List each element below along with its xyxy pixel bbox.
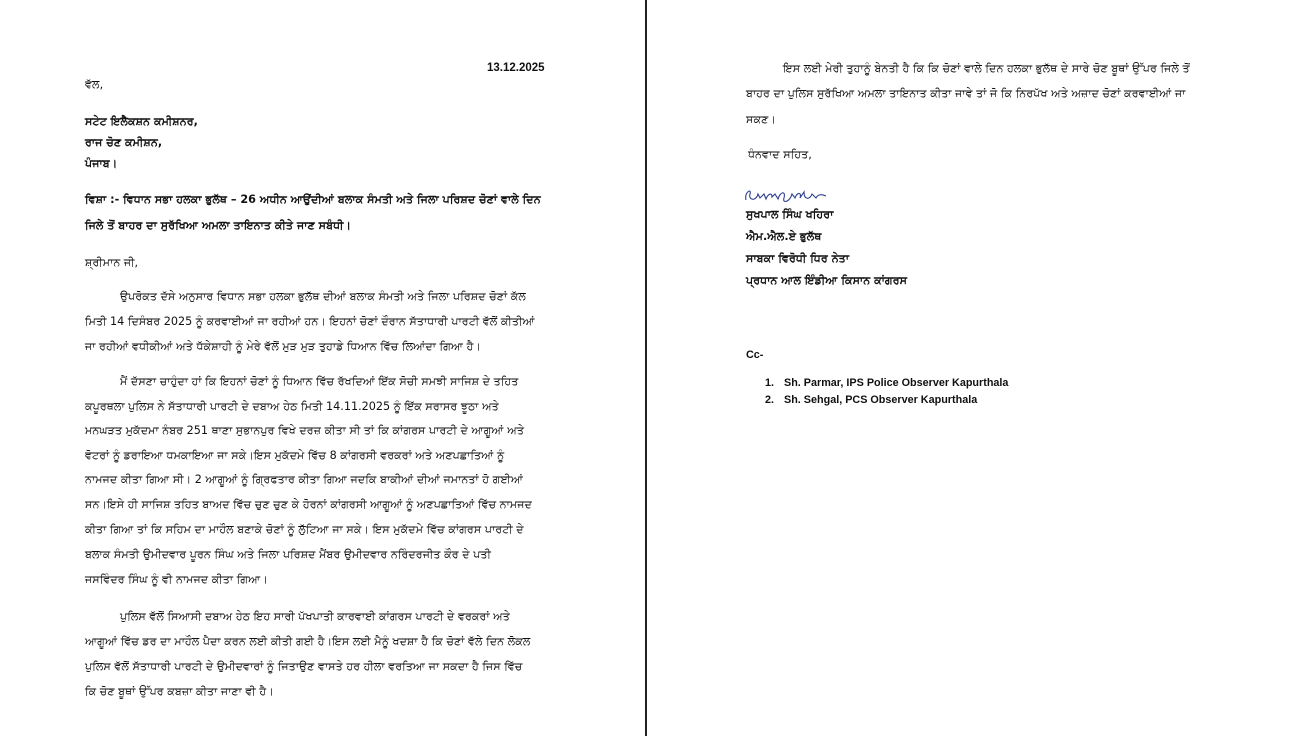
subject-line-1: ਵਿਸ਼ਾ :- ਵਿਧਾਨ ਸਭਾ ਹਲਕਾ ਭੁਲੱਥ – 26 ਅਧੀਨ ਆਉਂਦੀਆਂ ਬਲਾਕ ਸੰਮਤੀ ਅਤੇ ਜਿਲਾ ਪਰਿਸ਼ਦ ਚੋਣਾਂ ਵਾਲੇ ਦਿਨ xyxy=(85,193,541,206)
cc-label: Cc- xyxy=(746,349,764,361)
para3-line-1: ਪੁਲਿਸ ਵੱਲੋਂ ਸਿਆਸੀ ਦਬਾਅ ਹੇਠ ਇਹ ਸਾਰੀ ਪੱਖਪਾਤੀ ਕਾਰਵਾਈ ਕਾਂਗਰਸ ਪਾਰਟੀ ਦੇ ਵਰਕਰਾਂ ਅਤੇ xyxy=(120,610,510,623)
signature-image xyxy=(742,182,832,206)
para1-line-2: ਮਿਤੀ 14 ਦਿਸੰਬਰ 2025 ਨੂੰ ਕਰਵਾਈਆਂ ਜਾ ਰਹੀਆਂ ਹਨ। ਇਹਨਾਂ ਚੋਣਾਂ ਦੌਰਾਨ ਸੱਤਾਧਾਰੀ ਪਾਰਟੀ ਵੱਲੋਂ ਕੀਤੀਆਂ xyxy=(85,315,535,328)
para2-line-7: ਕੀਤਾ ਗਿਆ ਤਾਂ ਕਿ ਸਹਿਮ ਦਾ ਮਾਹੌਲ ਬਣਾਕੇ ਚੋਣਾਂ ਨੂੰ ਲੁੱਟਿਆ ਜਾ ਸਕੇ। ਇਸ ਮੁਕੱਦਮੇ ਵਿੱਚ ਕਾਂਗਰਸ ਪਾਰਟੀ ਦੇ xyxy=(85,523,524,536)
request-line-1: ਇਸ ਲਈ ਮੇਰੀ ਤੁਹਾਨੂੰ ਬੇਨਤੀ ਹੈ ਕਿ ਕਿ ਚੋਣਾਂ ਵਾਲੇ ਦਿਨ ਹਲਕਾ ਭੁਲੱਥ ਦੇ ਸਾਰੇ ਚੋਣ ਬੂਥਾਂ ਉੱਪਰ ਜਿਲੇ ਤੋਂ xyxy=(783,62,1190,75)
letter-to: ਵੱਲ, xyxy=(85,78,104,91)
signatory-title-2: ਸਾਬਕਾ ਵਿਰੋਧੀ ਧਿਰ ਨੇਤਾ xyxy=(746,252,850,265)
para2-line-3: ਮਨਘੜਤ ਮੁਕੱਦਮਾ ਨੰਬਰ 251 ਥਾਣਾ ਸੁਭਾਨਪੁਰ ਵਿਖੇ ਦਰਜ਼ ਕੀਤਾ ਸੀ ਤਾਂ ਕਿ ਕਾਂਗਰਸ ਪਾਰਟੀ ਦੇ ਆਗੂਆਂ ਅਤੇ xyxy=(85,424,524,437)
subject-line-2: ਜਿਲੇ ਤੋਂ ਬਾਹਰ ਦਾ ਸੁਰੱਖਿਆ ਅਮਲਾ ਤਾਇਨਾਤ ਕੀਤੇ ਜਾਣ ਸਬੰਧੀ। xyxy=(85,219,352,232)
cc-item-2-text: Sh. Sehgal, PCS Observer Kapurthala xyxy=(784,394,978,406)
recipient-line-2: ਰਾਜ ਚੋਣ ਕਮੀਸ਼ਨ, xyxy=(85,136,163,149)
para2-line-4: ਵੋਟਰਾਂ ਨੂੰ ਡਰਾਇਆ ਧਮਕਾਇਆ ਜਾ ਸਕੇ।ਇਸ ਮੁਕੱਦਮੇ ਵਿੱਚ 8 ਕਾਂਗਰਸੀ ਵਰਕਰਾਂ ਅਤੇ ਅਣਪਛਾਤਿਆਂ ਨੂੰ xyxy=(85,449,505,462)
para2-line-2: ਕਪੂਰਥਲਾ ਪੁਲਿਸ ਨੇ ਸੱਤਾਧਾਰੀ ਪਾਰਟੀ ਦੇ ਦਬਾਅ ਹੇਠ ਮਿਤੀ 14.11.2025 ਨੂੰ ਇੱਕ ਸਰਾਸਰ ਝੂਠਾ ਅਤੇ xyxy=(85,400,499,413)
request-line-3: ਸਕਣ। xyxy=(746,113,776,126)
para2-line-1: ਮੈਂ ਦੱਸਣਾ ਚਾਹੁੰਦਾ ਹਾਂ ਕਿ ਇਹਨਾਂ ਚੋਣਾਂ ਨੂੰ ਧਿਆਨ ਵਿੱਚ ਰੱਖਦਿਆਂ ਇੱਕ ਸੋਚੀ ਸਮਝੀ ਸਾਜਿਸ਼ ਦੇ ਤਹਿਤ xyxy=(120,375,519,388)
closing: ਧੰਨਵਾਦ ਸਹਿਤ, xyxy=(748,148,812,161)
signatory-title-3: ਪ੍ਰਧਾਨ ਆਲ ਇੰਡੀਆ ਕਿਸਾਨ ਕਾਂਗਰਸ xyxy=(746,274,908,287)
para3-line-4: ਕਿ ਚੋਣ ਬੂਥਾਂ ਉੱਪਰ ਕਬਜ਼ਾ ਕੀਤਾ ਜਾਣਾ ਵੀ ਹੈ। xyxy=(85,685,274,698)
recipient-line-3: ਪੰਜਾਬ। xyxy=(85,157,118,170)
para3-line-3: ਪੁਲਿਸ ਵੱਲੋਂ ਸੱਤਾਧਾਰੀ ਪਾਰਟੀ ਦੇ ਉਮੀਦਵਾਰਾਂ ਨੂੰ ਜਿਤਾਉਣ ਵਾਸਤੇ ਹਰ ਹੀਲਾ ਵਰਤਿਆ ਜਾ ਸਕਦਾ ਹੈ ਜਿਸ ਵਿੱਚ xyxy=(85,660,523,673)
para2-line-6: ਸਨ।ਇਸੇ ਹੀ ਸਾਜਿਸ਼ ਤਹਿਤ ਬਾਅਦ ਵਿੱਚ ਚੁਣ ਚੁਣ ਕੇ ਹੋਰਨਾਂ ਕਾਂਗਰਸੀ ਆਗੂਆਂ ਨੂੰ ਅਣਪਛਾਤਿਆਂ ਵਿੱਚ ਨਾਮਜਦ xyxy=(85,498,532,511)
para2-line-9: ਜਸਵਿੰਦਰ ਸਿੰਘ ਨੂੰ ਵੀ ਨਾਮਜਦ ਕੀਤਾ ਗਿਆ। xyxy=(85,573,268,586)
salutation: ਸ਼੍ਰੀਮਾਨ ਜੀ, xyxy=(85,256,139,269)
para1-line-3: ਜਾ ਰਹੀਆਂ ਵਧੀਕੀਆਂ ਅਤੇ ਧੱਕੇਸ਼ਾਹੀ ਨੂੰ ਮੇਰੇ ਵੱਲੋਂ ਮੁੜ ਮੁੜ ਤੁਹਾਡੇ ਧਿਆਨ ਵਿੱਚ ਲਿਆਂਦਾ ਗਿਆ ਹੈ। xyxy=(85,340,482,353)
letter-page-right xyxy=(647,0,1297,736)
para1-line-1: ਉਪਰੋਕਤ ਦੱਸੇ ਅਨੁਸਾਰ ਵਿਧਾਨ ਸਭਾ ਹਲਕਾ ਭੁਲੱਥ ਦੀਆਂ ਬਲਾਕ ਸੰਮਤੀ ਅਤੇ ਜਿਲਾ ਪਰਿਸ਼ਦ ਚੋਣਾਂ ਕੱਲ xyxy=(120,290,526,303)
para2-line-8: ਬਲਾਕ ਸੰਮਤੀ ਉਮੀਦਵਾਰ ਪੂਰਨ ਸਿੰਘ ਅਤੇ ਜਿਲਾ ਪਰਿਸ਼ਦ ਮੈਂਬਰ ਉਮੀਦਵਾਰ ਨਰਿੰਦਰਜੀਤ ਕੌਰ ਦੇ ਪਤੀ xyxy=(85,548,491,561)
signatory-title-1: ਐਮ.ਐਲ.ਏ ਭੁਲੱਥ xyxy=(746,230,822,243)
letter-date: 13.12.2025 xyxy=(487,62,545,74)
para3-line-2: ਆਗੂਆਂ ਵਿੱਚ ਡਰ ਦਾ ਮਾਹੌਲ ਪੈਦਾ ਕਰਨ ਲਈ ਕੀਤੀ ਗਈ ਹੈ।ਇਸ ਲਈ ਮੈਨੂੰ ਖਦਸ਼ਾ ਹੈ ਕਿ ਚੋਣਾਂ ਵੱਲੇ ਦਿਨ ਲੋਕਲ xyxy=(85,635,531,648)
cc-item-1-num: 1. xyxy=(765,377,775,389)
cc-item-2-num: 2. xyxy=(765,394,775,406)
request-line-2: ਬਾਹਰ ਦਾ ਪੁਲਿਸ ਸੁਰੱਖਿਆ ਅਮਲਾ ਤਾਇਨਾਤ ਕੀਤਾ ਜਾਵੇ ਤਾਂ ਜੋ ਕਿ ਨਿਰਪੱਖ ਅਤੇ ਅਜ਼ਾਦ ਚੋਣਾਂ ਕਰਵਾਈਆਂ ਜਾ xyxy=(746,87,1186,100)
para2-line-5: ਨਾਮਜਦ ਕੀਤਾ ਗਿਆ ਸੀ। 2 ਆਗੂਆਂ ਨੂੰ ਗ੍ਰਿਫਤਾਰ ਕੀਤਾ ਗਿਆ ਜਦਕਿ ਬਾਕੀਆਂ ਦੀਆਂ ਜਮਾਨਤਾਂ ਹੋ ਗਈਆਂ xyxy=(85,473,524,486)
cc-item-1-text: Sh. Parmar, IPS Police Observer Kapurthala xyxy=(784,377,1009,389)
signatory-name: ਸੁਖਪਾਲ ਸਿੰਘ ਖਹਿਰਾ xyxy=(746,208,834,221)
recipient-line-1: ਸਟੇਟ ਇਲੈਕਸ਼ਨ ਕਮੀਸ਼ਨਰ, xyxy=(85,115,198,128)
letter-page-left xyxy=(0,0,645,736)
